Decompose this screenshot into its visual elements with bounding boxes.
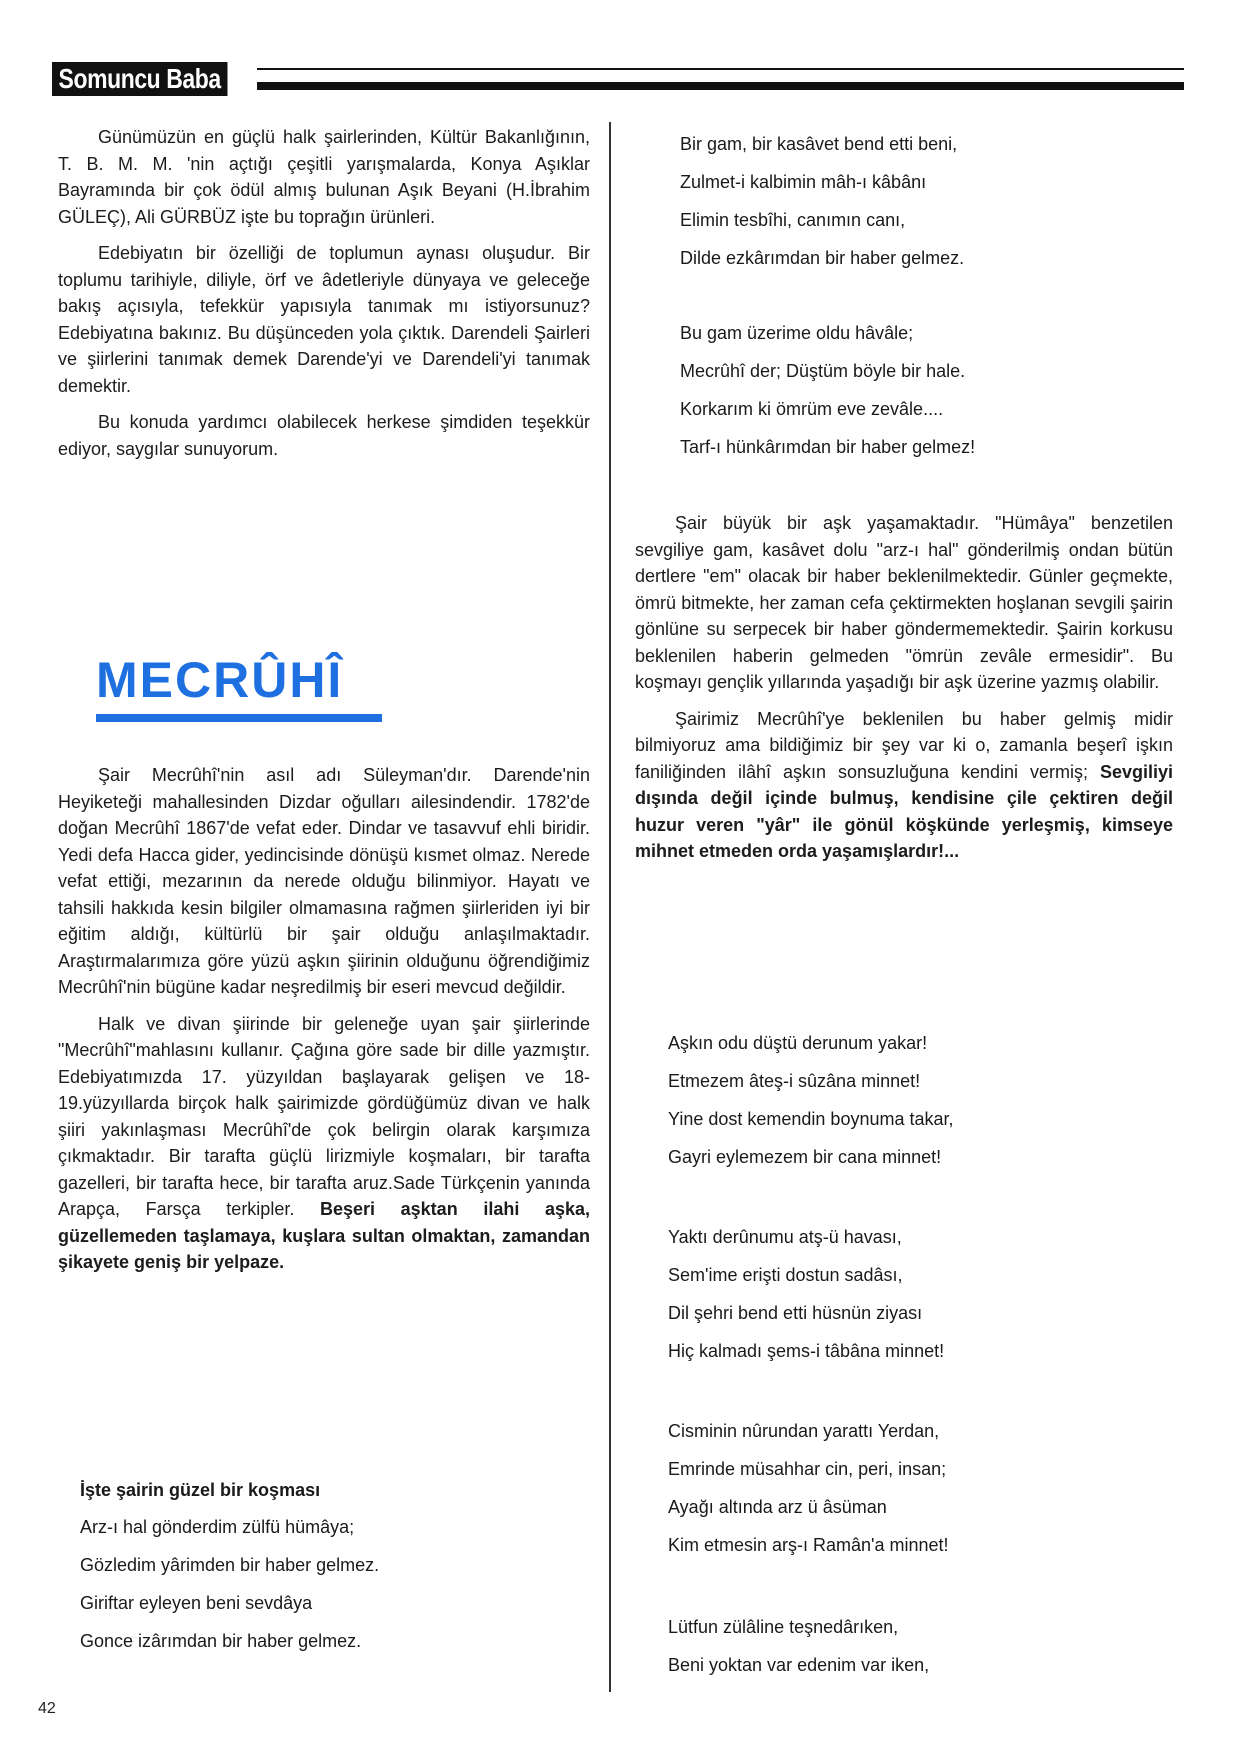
poem-line: Giriftar eyleyen beni sevdâya bbox=[80, 1593, 313, 1613]
poem-line: Mecrûhî der; Düştüm böyle bir hale. bbox=[680, 361, 966, 381]
poem-stanza-2 bbox=[680, 314, 1160, 466]
commentary-paragraph-1: Şair büyük bir aşk yaşamaktadır. "Hümâya" benzetilen sevgiliye gam, kasâvet dolu "arz-ı hal" gönderilmiş ondan bütün dertlere "em" olacak bir haber beklenilmektedir. Günler geçmekte, ömrü bitmekte, her zaman cefa çektirmekten hoşlanan sevgili şairin gönlüne su serpecek bir haber göndermemektedir. Şairin korkusu beklenilen haberin gelmeden "ömrün zevâle ermesidir". Bu koşmayı gençlik yıllarında yaşadığı bir aşk üzerine yazmış olabilir. bbox=[635, 513, 1173, 692]
poem-stanza-5 bbox=[668, 1412, 1168, 1564]
poem-line: Beni yoktan var edenim var iken, bbox=[668, 1655, 930, 1675]
right-column-commentary bbox=[635, 510, 1173, 865]
header-rule-thick bbox=[257, 82, 1184, 90]
poem-line: Yaktı derûnumu atş-ü havası, bbox=[668, 1227, 902, 1247]
bio-paragraph-2 bbox=[58, 1011, 590, 1276]
poem-line: Lütfun zülâline teşnedârıken, bbox=[668, 1617, 899, 1637]
header-rule-thin bbox=[257, 68, 1184, 70]
poem-line: Cisminin nûrundan yarattı Yerdan, bbox=[668, 1421, 940, 1441]
poem-line: Bu gam üzerime oldu hâvâle; bbox=[680, 323, 914, 343]
magazine-header bbox=[52, 62, 1184, 96]
page-number: 42 bbox=[38, 1700, 56, 1717]
intro-paragraph-1: Günümüzün en güçlü halk şairlerinden, Kültür Bakanlığının, T. B. M. M. 'nin açtığı çeşitli yarışmalarda, Konya Aşıklar Bayramında bir çok ödül almış bulunan Aşık Beyani (H.İbrahim GÜLEÇ), Ali GÜRBÜZ işte bu toprağın ürünleri. bbox=[58, 127, 590, 227]
section-title-block bbox=[96, 652, 396, 722]
poem-line: Hiç kalmadı şems-i tâbâna minnet! bbox=[668, 1341, 945, 1361]
commentary-paragraph-2-text: Şairimiz Mecrûhî'ye beklenilen bu haber gelmiş midir bilmiyoruz ama bildiğimiz bir şey var ki o, zamanla beşerî işkın faniliğinden ilâhî aşkın sonsuzluğuna kendini vermiş; bbox=[635, 708, 1173, 782]
left-poem-block bbox=[80, 1472, 580, 1660]
section-title-underline bbox=[96, 714, 382, 722]
poem-line: Etmezem âteş-i sûzâna minnet! bbox=[668, 1071, 921, 1091]
poem-line: Ayağı altında arz ü âsüman bbox=[668, 1497, 887, 1517]
poem-stanza-left bbox=[80, 1508, 580, 1660]
commentary-paragraph-2-bold: Sevgiliyi dışında değil içinde bulmuş, kendisine çile çektiren değil huzur veren "yâr" ile gönül köşkünde yerleşmiş, kimseye mihnet etmeden orda yaşamışlardır!... bbox=[635, 761, 1173, 861]
poem-line: Zulmet-i kalbimin mâh-ı kâbânı bbox=[680, 172, 927, 192]
poem-line: Gonce izârımdan bir haber gelmez. bbox=[80, 1631, 362, 1651]
bio-paragraph-1: Şair Mecrûhî'nin asıl adı Süleyman'dır. Darende'nin Heyiketeği mahallesinden Dizdar oğulları ailesindendir. 1782'de doğan Mecrûhî 1867'de vefat eder. Dindar ve tasavvuf ehli biridir. Yedi defa Hacca gider, yedincisinde dönüşü kısmet olmaz. Nerede vefat ettiği, mezarının da nerede olduğu bilinmiyor. Hayatı ve tahsili hakkıda kesin bilgiler olmamasına rağmen şiirleriden iyi bir eğitim aldığı, kültürlü bir şair olduğu anlaşılmaktadır. Araştırmalarımıza göre yüzü aşkın şiirinin olduğunu öğrendiğimiz Mecrûhî'nin bügüne kadar neşredilmiş bir eseri mevcud değildir. bbox=[58, 765, 590, 997]
poem-line: Gözledim yârimden bir haber gelmez. bbox=[80, 1555, 380, 1575]
poem-line: Yine dost kemendin boynuma takar, bbox=[668, 1109, 954, 1129]
poem-line: Tarf-ı hünkârımdan bir haber gelmez! bbox=[680, 437, 976, 457]
poem-stanza-1 bbox=[680, 125, 1160, 277]
magazine-logo: Somuncu Baba bbox=[52, 62, 227, 96]
poem-line: Kim etmesin arş-ı Ramân'a minnet! bbox=[668, 1535, 949, 1555]
poem-line: Dilde ezkârımdan bir haber gelmez. bbox=[680, 248, 965, 268]
column-divider bbox=[609, 122, 611, 1692]
intro-paragraph-3: Bu konuda yardımcı olabilecek herkese şimdiden teşekkür ediyor, saygılar sunuyorum. bbox=[58, 412, 590, 459]
poem-line: Arz-ı hal gönderdim zülfü hümâya; bbox=[80, 1517, 355, 1537]
poem-line: Emrinde müsahhar cin, peri, insan; bbox=[668, 1459, 947, 1479]
poem-stanza-3 bbox=[668, 1024, 1168, 1176]
poem-line: Bir gam, bir kasâvet bend etti beni, bbox=[680, 134, 958, 154]
poem-line: Dil şehri bend etti hüsnün ziyası bbox=[668, 1303, 923, 1323]
poem-stanza-4 bbox=[668, 1218, 1168, 1370]
poem-line: Sem'ime erişti dostun sadâsı, bbox=[668, 1265, 903, 1285]
poem-stanza-6 bbox=[668, 1608, 1168, 1684]
left-column-intro bbox=[58, 124, 590, 462]
section-title: MECRÛHÎ bbox=[96, 652, 344, 708]
left-column-biography bbox=[58, 762, 590, 1276]
poem-line: Korkarım ki ömrüm eve zevâle.... bbox=[680, 399, 944, 419]
bio-paragraph-2-bold: Beşeri aşktan ilahi aşka, güzellemeden taşlamaya, kuşlara sultan olmaktan, zamandan şikayete geniş bir yelpaze. bbox=[58, 1199, 590, 1272]
poem-line: Aşkın odu düştü derunum yakar! bbox=[668, 1033, 928, 1053]
intro-paragraph-2: Edebiyatın bir özelliği de toplumun aynası oluşudur. Bir toplumu tarihiyle, diliyle, örf ve âdetleriyle dünyaya ve geleceğe bakış açısıyla, tefekkür yapısıyla tanımak mı istiyorsunuz? Edebiyatına bakınız. Bu düşünceden yola çıktık. Darendeli Şairleri ve şiirlerini tanımak demek Darende'yi ve Darendeli'yi tanımak demektir. bbox=[58, 243, 590, 396]
poem-line: Gayri eylemezem bir cana minnet! bbox=[668, 1147, 942, 1167]
bio-paragraph-2-text: Halk ve divan şiirinde bir geleneğe uyan şair şiirlerinde "Mecrûhî"mahlasını kullanır. Çağına göre sade bir dille yazmıştır. Edebiyatımızda 17. yüzyıldan başlayarak gelişen ve 18-19.yüzyıllarda birçok halk şairimizde gördüğümüz divan ve halk şiiri yakınlaşması Mecrûhî'de çok belirgin olarak karşımıza çıkmaktadır. Bir tarafta güçlü lirizmiyle koşmaları, bir tarafta gazelleri, bir tarafta hece, bir tarafta aruz.Sade Türkçenin yanında Arapça, Farsça terkipler. bbox=[58, 1013, 590, 1219]
poem-line: Elimin tesbîhi, canımın canı, bbox=[680, 210, 906, 230]
commentary-paragraph-2 bbox=[635, 706, 1173, 865]
poem-heading: İşte şairin güzel bir koşması bbox=[80, 1480, 321, 1500]
